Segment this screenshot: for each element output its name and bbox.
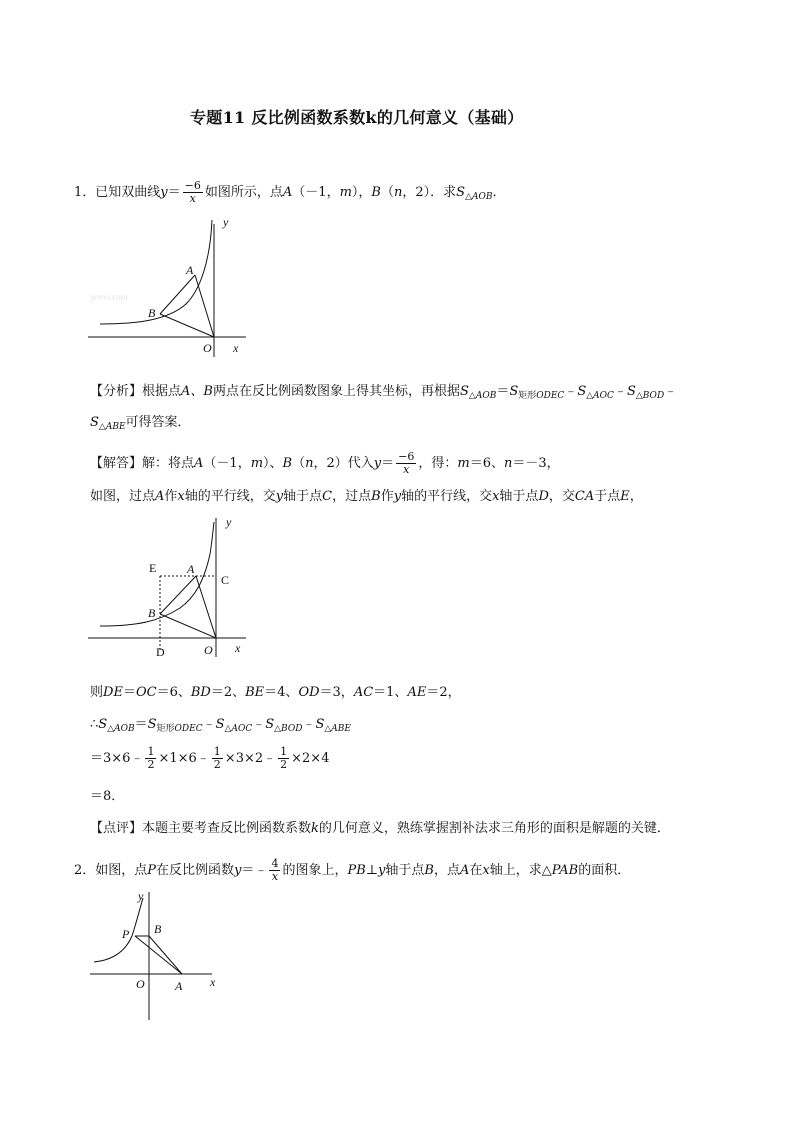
hyperbola-curve	[94, 898, 143, 962]
segment-OA	[195, 275, 214, 337]
solution-tag: 【解答】	[90, 456, 143, 471]
label-A: A	[187, 562, 195, 576]
comment-line: 【点评】本题主要考查反比例函数系数k的几何意义，熟练掌握割补法求三角形的面积是解题的关键．	[90, 821, 670, 836]
question-1-text: 1．已知双曲线y＝ $\frac{-6}{x}$ 如图所示，点A（－1，m），B（n，2）．求$S_{\triangle AOB}$．	[74, 179, 506, 205]
label-B: B	[148, 306, 156, 320]
watermark: jyeoo.com	[90, 292, 128, 302]
fraction: $\frac{4}{x}$	[271, 857, 279, 883]
hyperbola-curve	[100, 522, 214, 626]
label-O: O	[204, 643, 213, 657]
label-O: O	[136, 977, 145, 991]
label-y: y	[138, 889, 144, 903]
calc-line-4: ＝8．	[90, 789, 125, 804]
segment-BA	[149, 936, 182, 974]
segment-OB	[160, 614, 216, 638]
page-title: 专题11 反比例函数系数k的几何意义（基础）	[190, 108, 524, 127]
label-x: x	[210, 975, 216, 989]
segment-AB	[160, 275, 195, 314]
calc-line-1: 则DE＝OC＝6、BD＝2、BE＝4、OD＝3，AC＝1、AE＝2，	[90, 685, 461, 700]
calc-line-3: ＝3×6﹣ $\frac{1}{2}$ ×1×6﹣ $\frac{1}{2}$ ×3×2﹣ $\frac{1}{2}$ ×2×4	[90, 745, 330, 771]
fraction: $\frac{-6}{x}$	[184, 179, 201, 205]
fraction: $\frac{1}{2}$	[213, 745, 221, 771]
calc-line-2: $\therefore S_{\triangle AOB}=S_{矩形ODEC}﹣S_{\triangle AOC}﹣S_{\triangle BOD}﹣S_{\triangle ABE}$	[90, 717, 351, 734]
segment-OA	[196, 576, 216, 638]
analysis-line-1: 【分析】根据点A、B两点在反比例函数图象上得其坐标，再根据$S_{\triangle AOB}=S_{矩形ODEC}﹣S_{\triangle AOC}﹣S_{\triangle BOD}﹣$	[90, 384, 678, 401]
segment-OB	[160, 314, 214, 337]
label-D: D	[156, 645, 165, 659]
question-2-text: 2．如图，点P在反比例函数y＝﹣ $\frac{4}{x}$ 的图象上，PB⊥y轴于点B，点A在x轴上，求△PAB的面积．	[74, 857, 631, 883]
analysis-tag: 【分析】	[90, 384, 143, 399]
label-A: A	[186, 263, 194, 277]
label-O: O	[203, 341, 212, 355]
analysis-line-2: $S_{\triangle ABE}$可得答案．	[90, 415, 191, 432]
figure-3	[88, 886, 238, 1026]
figure-1	[88, 212, 258, 362]
question-number: 2．	[74, 863, 96, 878]
label-y: y	[223, 215, 229, 229]
segment-AB	[160, 576, 196, 614]
label-P: P	[122, 927, 130, 941]
label-C: C	[221, 573, 230, 587]
question-number: 1．	[74, 185, 96, 200]
comment-tag: 【点评】	[90, 821, 143, 836]
fraction: $\frac{-6}{x}$	[398, 450, 415, 476]
label-y: y	[226, 515, 232, 529]
solution-line-1: 【解答】解：将点A（－1，m）、B（n，2）代入y＝ $\frac{-6}{x}$ ，得：m＝6、n＝－3，	[90, 450, 560, 476]
fraction: $\frac{1}{2}$	[147, 745, 155, 771]
figure-2	[88, 512, 258, 662]
hyperbola-curve	[100, 220, 212, 324]
solution-line-2: 如图，过点A作x轴的平行线，交y轴于点C，过点B作y轴的平行线，交x轴于点D，交CA于点E，	[90, 489, 643, 504]
label-x: x	[235, 641, 241, 655]
label-E: E	[149, 561, 157, 575]
label-x: x	[233, 341, 239, 355]
label-B: B	[148, 606, 156, 620]
label-A: A	[175, 979, 183, 993]
segment-PA	[135, 936, 182, 974]
fraction: $\frac{1}{2}$	[280, 745, 288, 771]
label-B: B	[154, 922, 162, 936]
